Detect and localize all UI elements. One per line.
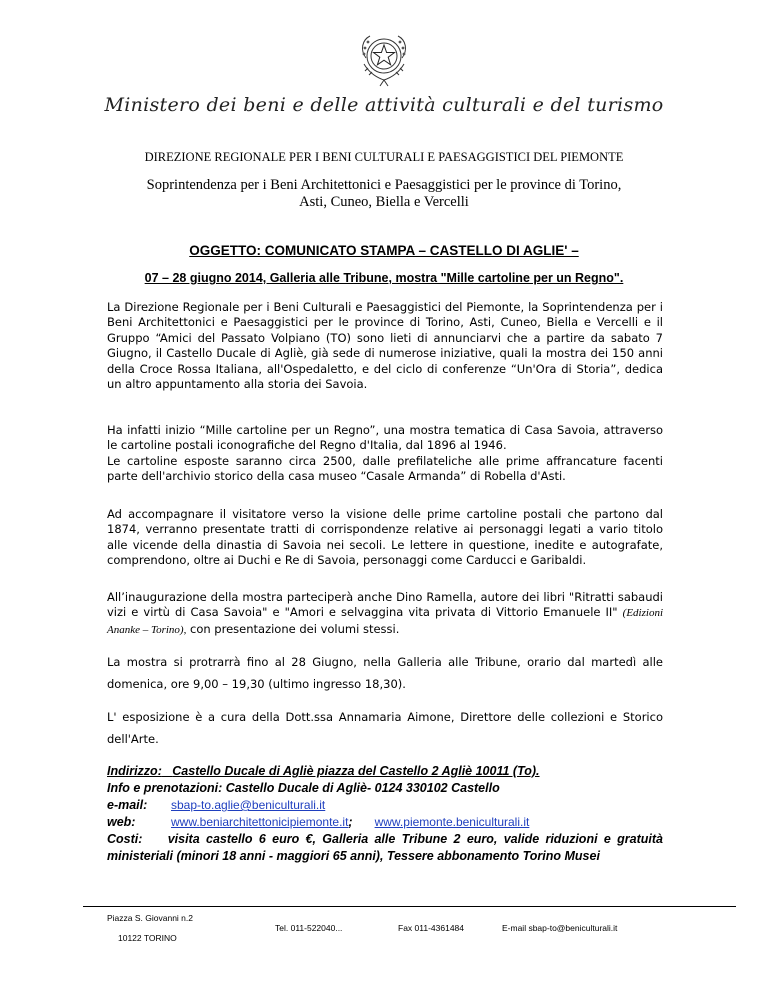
footer-address-1: Piazza S. Giovanni n.2 <box>107 913 193 923</box>
direzione-regionale-heading: DIREZIONE REGIONALE PER I BENI CULTURALI E PAESAGGISTICI DEL PIEMONTE <box>144 150 624 164</box>
paragraph-6 <box>107 706 663 750</box>
email-label: e-mail: <box>107 798 148 812</box>
soprintendenza-heading <box>0 177 768 211</box>
email-line <box>107 797 663 814</box>
paragraph-2b-text: Le cartoline esposte saranno circa 2500, dalle prefilateliche alle prime affrancature facenti parte dell'archivio storico della casa museo “Casale Armanda” di Robella d'Asti. <box>107 453 663 484</box>
paragraph-5-text: La mostra si protrarrà fino al 28 Giugno, nella Galleria alle Tribune, orario dal martedì alle domenica, ore 9,00 – 19,30 (ultimo ingresso 18,30). <box>107 655 663 691</box>
publisher-note: (Edizioni Ananke – Torino), <box>107 607 664 636</box>
web-line <box>107 814 663 831</box>
exhibition-dates-heading: 07 – 28 giugno 2014, Galleria alle Tribune, mostra "Mille cartoline per un Regno". <box>144 271 624 285</box>
paragraph-4 <box>107 590 663 638</box>
paragraph-1-text: La Direzione Regionale per i Beni Culturali e Paesaggistici del Piemonte, la Soprintendenza per i Beni Architettonici e Paesaggistici per le province di Torino, Asti, Cuneo, Biella e Vercelli e il Gruppo “Amici del Passato Volpiano (TO) sono lieti di annunciarvi che a partire da sabato 7 Giugno, il Castello Ducale di Agliè, già sede di numerose iniziative, quali la mostra dei 150 anni della Croce Rossa Italiana, all'Ospedaletto, e del ciclo di conferenze “Un'Ora di Storia”, dedica un altro appuntamento alla storia dei Savoia. <box>107 300 663 392</box>
footer-divider <box>83 906 736 907</box>
address-label: Indirizzo: <box>107 764 162 778</box>
web-label: web: <box>107 815 136 829</box>
bookings-line: Info e prenotazioni: Castello Ducale di Agliè- 0124 330102 Castello <box>107 781 500 795</box>
costs-label: Costi: <box>107 832 143 846</box>
web-separator: ; <box>348 815 353 829</box>
costs-line <box>107 831 663 865</box>
address-line <box>107 763 663 780</box>
paragraph-4-text <box>107 590 663 638</box>
paragraph-4-main: All’inaugurazione della mostra parteciperà anche Dino Ramella, autore dei libri "Ritratti sabaudi vizi e virtù di Casa Savoia" e "Amori e selvaggina vita privata di Vittorio Emanuele II" <box>107 590 663 620</box>
contact-info <box>107 763 663 865</box>
costs-value: visita castello 6 euro €, Galleria alle Tribune 2 euro, valide riduzioni e gratuità ministeriali (minori 18 anni - maggiori 65 anni), Tessere abbonamento Torino Musei <box>107 832 663 863</box>
italian-republic-emblem-icon <box>356 28 412 88</box>
paragraph-6-text: L' esposizione è a cura della Dott.ssa Annamaria Aimone, Direttore delle collezioni e Storico dell'Arte. <box>107 710 663 746</box>
address-value: Castello Ducale di Agliè piazza del Castello 2 Agliè 10011 (To). <box>172 764 540 778</box>
paragraph-2 <box>107 423 663 485</box>
footer-telephone: Tel. 011-522040... <box>275 923 343 933</box>
email-link[interactable]: sbap-to.aglie@beniculturali.it <box>171 798 326 812</box>
paragraph-4-end: con presentazione dei volumi stessi. <box>190 621 400 636</box>
paragraph-3-text: Ad accompagnare il visitatore verso la visione delle prime cartoline postali che partono dal 1874, verranno presentate tratti di corrispondenze relative ai personaggi legati a vario titolo alle vicende della dinastia di Savoia nei secoli. Le lettere in questione, inedite e autografate, comprendono, oltre ai Duchi e Re di Savoia, personaggi come Carducci e Garibaldi. <box>107 507 663 568</box>
web-link-1[interactable]: www.beniarchitettonicipiemonte.it <box>171 815 349 829</box>
subject-heading: OGGETTO: COMUNICATO STAMPA – CASTELLO DI AGLIE' – <box>189 243 579 258</box>
soprintendenza-line-2: Asti, Cuneo, Biella e Vercelli <box>299 194 469 210</box>
web-link-2[interactable]: www.piemonte.beniculturali.it <box>374 815 530 829</box>
paragraph-2a-text: Ha infatti inizio “Mille cartoline per un Regno”, una mostra tematica di Casa Savoia, attraverso le cartoline postali iconografiche del Regno d'Italia, dal 1896 al 1946. <box>107 423 663 453</box>
ministry-name: Ministero dei beni e delle attività culturali e del turismo <box>104 94 664 116</box>
paragraph-3 <box>107 507 663 569</box>
paragraph-1 <box>107 300 663 392</box>
soprintendenza-line-1: Soprintendenza per i Beni Architettonici e Paesaggistici per le province di Torino, <box>146 177 622 193</box>
footer-fax: Fax 011-4361484 <box>398 923 465 933</box>
footer-email: E-mail sbap-to@beniculturali.it <box>502 923 618 933</box>
footer-address-2: 10122 TORINO <box>118 933 177 943</box>
paragraph-5 <box>107 651 663 695</box>
